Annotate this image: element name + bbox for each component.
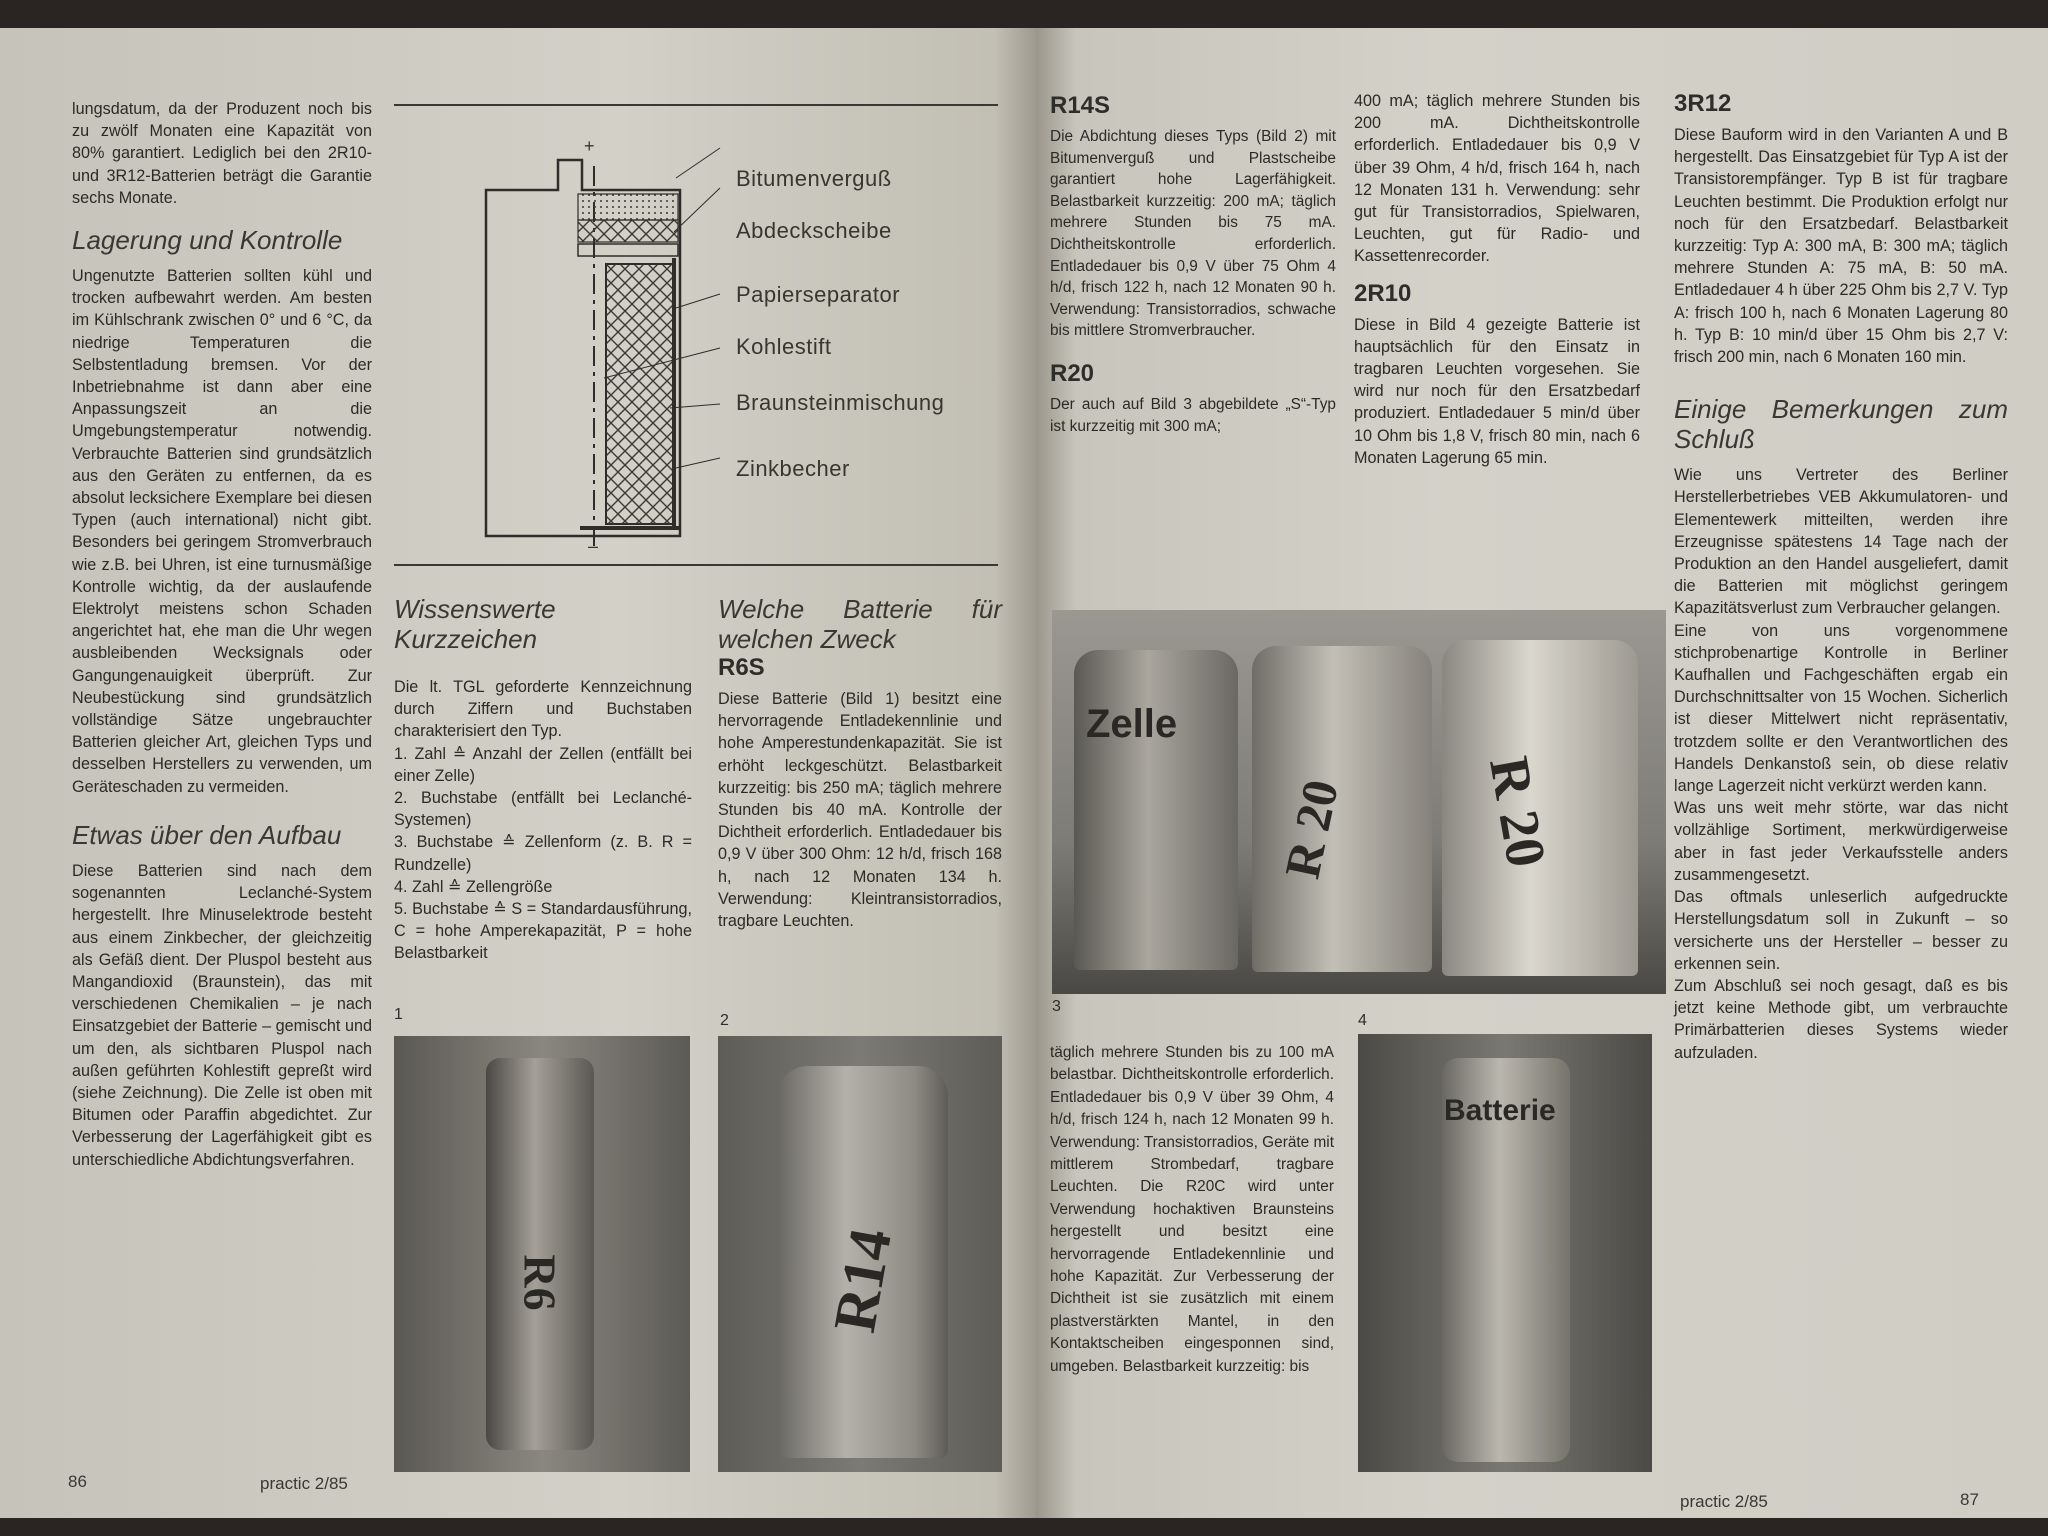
- left-page: [0, 28, 1036, 1518]
- heading-r20: R20: [1050, 359, 1095, 387]
- text-schluss-5: Zum Abschluß sei noch gesagt, daß es bis jetzt keine Methode gibt, um verbrauchte Primärbatterien dieses Systems wieder aufzuladen.: [1674, 976, 2008, 1062]
- heading-aufbau: Etwas über den Aufbau: [72, 819, 342, 850]
- text-aufbau: Diese Batterien sind nach dem sogenannten Leclanché-System hergestellt. Ihre Minuselektrode besteht aus einem Zinkbecher, der gleichzeitig als Gefäß dient. Der Pluspol besteht aus Mangandioxid (Braunstein), das mit verschiedenen Chemikalien – je nach Einsatzgebiet der Batterie – gemischt und um den, als sichtbaren Pluspol nach außen geführten Kohlestift gepreßt wird (siehe Zeichnung). Die Zelle ist oben mit Bitumen oder Paraffin abgedichtet. Zur Verbesserung der Lagerfähigkeit gibt es unterschiedliche Abdichtungsverfahren.: [72, 861, 372, 1169]
- batterie-label: Batterie: [1444, 1094, 1556, 1127]
- text-schluss-3: Was uns weit mehr störte, war das nicht vollzählige Sortiment, merkwürdigerweise aber in fast jeder Verkaufsstelle anders zusammengesetzt.: [1674, 799, 2008, 884]
- photo-r14-battery: [718, 1036, 1002, 1472]
- r20-label-1: R 20: [1273, 774, 1349, 884]
- label-kohlestift: Kohlestift: [736, 334, 832, 359]
- figure-2-number: 2: [720, 1012, 729, 1029]
- text-schluss-1: Wie uns Vertreter des Berliner Herstellerbetriebes VEB Akkumulatoren- und Elementewerk mitteilten, werden ihre Erzeugnisse spätestens 14 Tage nach der Produktion an den Handel ausgeliefert, damit die Batterien mit möglichst geringem Kapazitätsverlust zum Verbraucher gelangen.: [1674, 466, 2008, 618]
- text-r14s: Die Abdichtung dieses Typs (Bild 2) mit Bitumenverguß und Plastscheibe garantiert hohe Lagerfähigkeit. Belastbarkeit kurzzeitig: 200 mA; täglich mehrere Stunden bis 75 mA. Dichtheitskontrolle erforderlich. Entladedauer bis 0,9 V über 75 Ohm 4 h/d, frisch 122 h, nach 12 Monaten 90 h. Verwendung: Transistorradios, schwache bis mittlere Stromverbraucher.: [1050, 128, 1336, 340]
- left-col2: [394, 594, 692, 965]
- label-bitumenverguss: Bitumenverguß: [736, 166, 892, 191]
- heading-3r12: 3R12: [1674, 90, 1732, 117]
- heading-welche-batterie: Welche Batterie für welchen Zweck: [718, 594, 1002, 654]
- text-schluss-4: Das oftmals unleserlich aufgedruckte Herstellungsdatum soll in Zukunft – so versicherte uns der Hersteller – besser zu erkennen sein.: [1674, 888, 2008, 973]
- kurzzeichen-item-5: 5. Buchstabe ≙ S = Standardausführung, C = hohe Amperekapazität, P = hohe Belastbarkeit: [394, 900, 692, 963]
- zelle-battery-shape: [1074, 650, 1238, 970]
- right-magazine-issue: practic 2/85: [1680, 1492, 1768, 1511]
- left-col3: [718, 594, 1002, 932]
- text-r20: Der auch auf Bild 3 abgebildete „S“-Typ ist kurzzeitig mit 300 mA;: [1050, 395, 1336, 435]
- diagram-top-rule: [394, 104, 998, 106]
- text-schluss-2: Eine von uns vorgenommene stichprobenartige Kontrolle in Berliner Kaufhallen und Fachgeschäften ergab ein Durchschnittsalter von 15 Wochen. Sicherlich ist dieser Mittelwert nicht repräsentativ, trotzdem sollte er den Verantwortlichen des Handels Denkanstoß sein, ob diese relativ lange Lagerzeit nicht verkürzt werden kann.: [1674, 621, 2008, 796]
- label-abdeckscheibe: Abdeckscheibe: [736, 218, 892, 243]
- minus-terminal-label: –: [588, 536, 599, 556]
- text-3r12: Diese Bauform wird in den Varianten A und B hergestellt. Das Einsatzgebiet für Typ A ist der Transistorempfänger. Typ B ist für tragbare Leuchten bestimmt. Die Produktion erfolgt nur noch für den Ersatzbedarf. Belastbarkeit kurzzeitig: Typ A: 300 mA, B: 300 mA; täglich mehrere Stunden A: 75 mA, B: 50 mA. Entladedauer 4 h über 225 Ohm bis 2,7 V. Typ A: frisch 100 h, nach 6 Monaten Lagerung 80 h. Typ B: 10 min/d über 15 Ohm bis 2,7 V: frisch 200 min, nach 6 Monaten 160 min.: [1674, 126, 2008, 367]
- heading-schluss: Einige Bemerkungen zum Schluß: [1674, 394, 2008, 455]
- heading-2r10: 2R10: [1354, 279, 1412, 307]
- zelle-label: Zelle: [1086, 702, 1178, 746]
- text-kurzzeichen-intro: Die lt. TGL geforderte Kennzeichnung durch Ziffern und Buchstaben charakterisiert den Typ.: [394, 678, 692, 741]
- photo-r20-batteries: [1052, 610, 1666, 994]
- col1-intro: lungsdatum, da der Produzent noch bis zu zwölf Monaten eine Kapazität von 80% garantiert. Lediglich bei den 2R10- und 3R12-Batterien beträgt die Garantie sechs Monate.: [72, 100, 372, 207]
- kurzzeichen-item-2: 2. Buchstabe (entfällt bei Leclanché-Systemen): [394, 789, 692, 830]
- label-zinkbecher: Zinkbecher: [736, 456, 850, 481]
- left-col1: [72, 98, 372, 1171]
- figure-1-number: 1: [394, 1006, 403, 1023]
- diagram-bottom-rule: [394, 564, 998, 566]
- photo-2r10-battery: [1358, 1034, 1652, 1472]
- photo-r6-battery: [394, 1036, 690, 1472]
- heading-r6s: R6S: [718, 654, 765, 681]
- right-col3: [1674, 90, 2008, 1064]
- right-col2: [1354, 90, 1640, 469]
- kurzzeichen-item-4: 4. Zahl ≙ Zellengröße: [394, 877, 553, 896]
- heading-kurzzeichen: Wissenswerte Kurzzeichen: [394, 594, 556, 654]
- battery-cross-section-diagram: [394, 108, 998, 568]
- right-page: [1036, 28, 2048, 1518]
- r20-label-2: R 20: [1477, 752, 1558, 872]
- kurzzeichen-item-1: 1. Zahl ≙ Anzahl der Zellen (entfällt bei einer Zelle): [394, 744, 692, 785]
- figure-4-number: 4: [1358, 1012, 1367, 1029]
- left-page-number: 86: [68, 1472, 87, 1491]
- battery-diagram-svg: [394, 108, 998, 568]
- heading-lagerung: Lagerung und Kontrolle: [72, 225, 343, 256]
- kurzzeichen-item-3: 3. Buchstabe ≙ Zellenform (z. B. R = Rundzelle): [394, 833, 692, 874]
- text-lagerung: Ungenutzte Batterien sollten kühl und trocken aufbewahrt werden. Am besten im Kühlschrank zwischen 0° und 6 °C, da niedrige Temperaturen die Selbstentladung bremsen. Vor der Inbetriebnahme ist dann aber eine Anpassungszeit an die Umgebungstemperatur notwendig. Verbrauchte Batterien sind grundsätzlich aus den Geräten zu entfernen, da es absolut lecksichere Exemplare bei diesen Typen (auch international) nicht gibt. Besonders bei geringem Stromverbrauch wie z.B. bei Uhren, ist eine turnusmäßige Kontrolle wichtig, da der auslaufende Elektrolyt meistens schon Schaden angerichtet hat, ehe man die Uhr wegen ausbleibenden Wecksignals oder Gangungenauigkeit überprüft. Zur Neubestückung sind grundsätzlich vollständige Sätze ungebrauchter Batterien gleicher Art, gleichen Typs und desselben Herstellers zu verwenden, um Geräteschaden zu vermeiden.: [72, 267, 372, 796]
- right-col-bottom: [1050, 1042, 1334, 1378]
- left-magazine-issue: practic 2/85: [260, 1474, 348, 1493]
- figure-3-number: 3: [1052, 998, 1061, 1015]
- r14-label: R14: [821, 1223, 904, 1338]
- text-2r10: Diese in Bild 4 gezeigte Batterie ist hauptsächlich für den Einsatz in tragbaren Leuchten vorgesehen. Sie wird nur noch für den Ersatzbedarf produziert. Entladedauer 5 min/d über 10 Ohm bis 1,8 V, frisch 80 min, nach 6 Monaten Lagerung 65 min.: [1354, 315, 1640, 467]
- label-braunsteinmischung: Braunsteinmischung: [736, 390, 945, 415]
- right-col1: [1050, 92, 1336, 437]
- plus-terminal-label: +: [584, 136, 596, 156]
- label-papierseparator: Papierseparator: [736, 282, 901, 307]
- right-page-number: 87: [1960, 1490, 1979, 1509]
- heading-r14s: R14S: [1050, 92, 1111, 119]
- text-r20-bottom: täglich mehrere Stunden bis zu 100 mA belastbar. Dichtheitskontrolle erforderlich. Entladedauer bis 0,9 V über 39 Ohm, 4 h/d, frisch 124 h, nach 12 Monaten 99 h. Verwendung: Transistorradios, Geräte mit mittlerem Strombedarf, tragbare Leuchten. Die R20C wird unter Verwendung hochaktiven Braunsteins hergestellt und besitzt eine hervorragende Entladekennlinie und hohe Kapazität. Zur Verbesserung der Dichtheit ist sie zusätzlich mit einem plastverstärkten Mantel, in den Kontaktscheiben eingesponnen sind, umgeben. Belastbarkeit kurzzeitig: bis: [1050, 1044, 1335, 1375]
- text-r20-continued: 400 mA; täglich mehrere Stunden bis 200 mA. Dichtheitskontrolle erforderlich. Entladedauer bis 0,9 V über 39 Ohm, 4 h/d, frisch 164 h, nach 12 Monaten 131 h. Verwendung: sehr gut für Transistorradios, Spielwaren, Leuchten, gut für Radio- und Kassettenrecorder.: [1354, 92, 1640, 266]
- text-r6s: Diese Batterie (Bild 1) besitzt eine hervorragende Entladekennlinie und hohe Amperestundenkapazität. Sie ist erhöht leckgeschützt. Belastbarkeit kurzzeitig: bis 250 mA; täglich mehrere Stunden bis 40 mA. Kontrolle der Dichtheit erforderlich. Entladedauer bis 0,9 V über 300 Ohm: 12 h/d, frisch 168 h, nach 12 Monaten 134 h. Verwendung: Kleintransistorradios, tragbare Leuchten.: [718, 690, 1002, 931]
- r6-label: R6: [514, 1254, 566, 1311]
